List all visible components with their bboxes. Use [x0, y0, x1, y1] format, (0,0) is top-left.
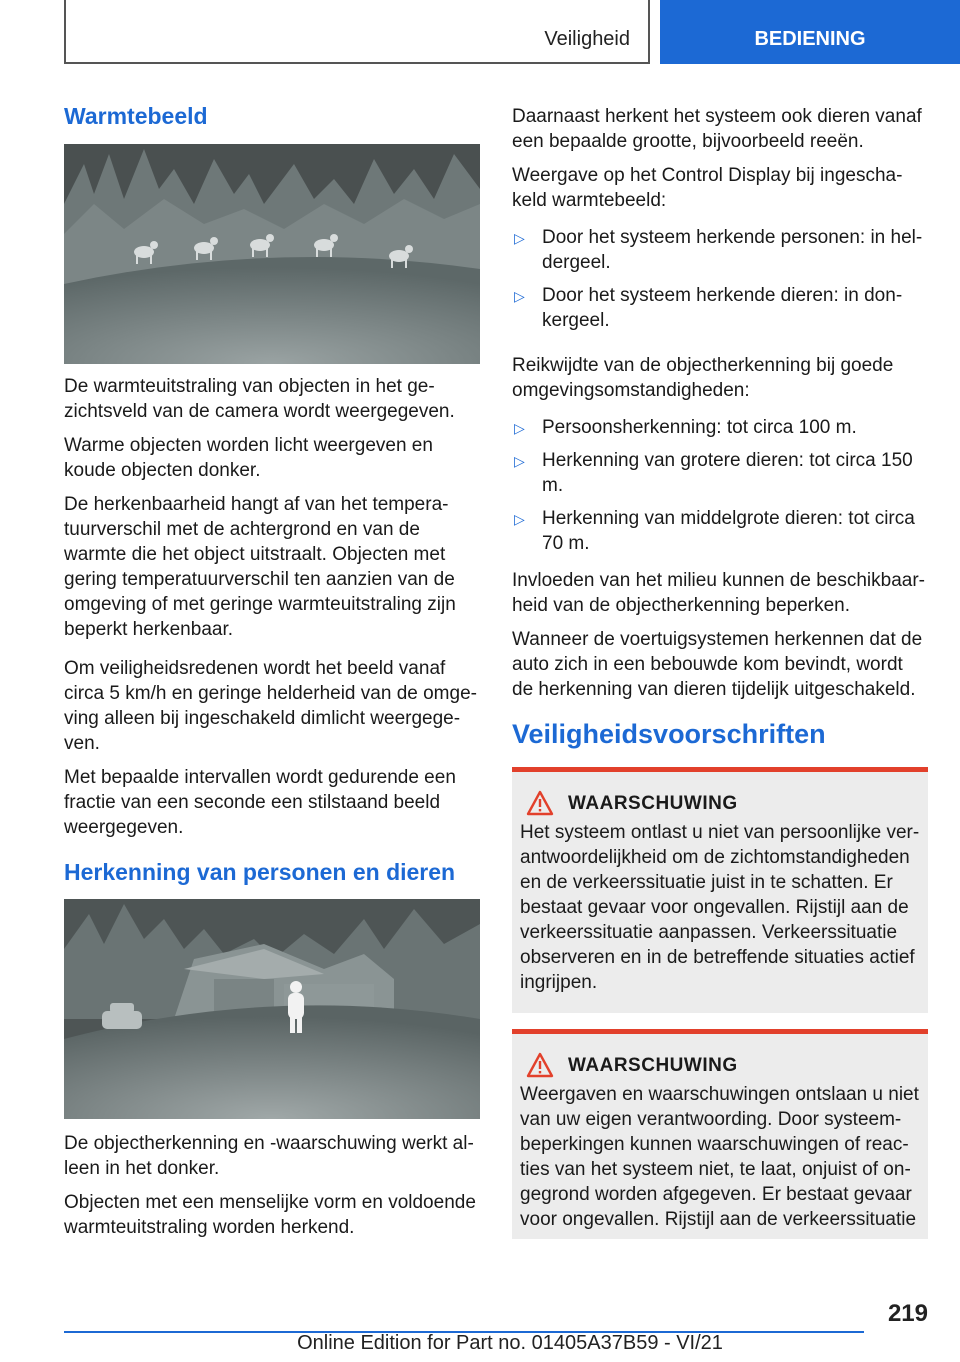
- paragraph: De herkenbaarheid hangt af van het temperatuurverschil met de achtergrond en van de warmte die het object uitstraalt. Objecten met gering temperatuurverschil ten aanzien van de omgeving of met geringe warmteuitstraling zijn beperkt herkenbaar.: [64, 494, 456, 640]
- triangle-bullet-icon: ▷: [514, 453, 525, 469]
- left-column: [64, 104, 480, 1249]
- warning-text: Het systeem ontlast u niet van persoonlijke verantwoordelijkheid om de zichtomstandigheden en de verkeerssituatie juist in te schatten. Er bestaat gevaar voor ongevallen. Rijstijl aan de verkeerssituatie aanpassen. Verkeerssituatie observeren en in de betreffende situaties actief ingrijpen.: [520, 822, 920, 993]
- warning-header: [520, 790, 920, 816]
- paragraph: Met bepaalde intervallen wordt gedurende een fractie van een seconde een stilstaand beeld weergegeven.: [64, 767, 456, 838]
- paragraph: Weergave op het Control Display bij ingeschakeld warmtebeeld:: [512, 165, 903, 211]
- header-section-title: Veiligheid: [544, 28, 630, 50]
- paragraph: Daarnaast herkent het systeem ook dieren vanaf een bepaalde grootte, bijvoorbeeld reeën.: [512, 106, 922, 152]
- header-chapter-tab: BEDIENING: [660, 0, 960, 64]
- page-number: 219: [887, 1300, 928, 1327]
- triangle-bullet-icon: ▷: [514, 288, 525, 304]
- heading-herkenning: Herkenning van personen en dieren: [64, 859, 456, 885]
- warning-triangle-icon: [526, 1052, 554, 1078]
- header-box: [64, 0, 650, 64]
- list-item: ▷ Door het systeem herkende dieren: in donkergeel.: [514, 285, 903, 331]
- paragraph: Om veiligheidsredenen wordt het beeld vanaf circa 5 km/h en geringe helderheid van de omgeving alleen bij ingeschakeld dimlicht weergegeven.: [64, 658, 477, 754]
- list-detection-range: [512, 415, 928, 556]
- warning-header: [520, 1052, 920, 1078]
- paragraph: De warmteuitstraling van objecten in het gezichtsveld van de camera wordt weergegeven.: [64, 376, 455, 422]
- paragraph: Warme objecten worden licht weergeven en koude objecten donker.: [64, 435, 433, 481]
- list-item: ▷ Herkenning van grotere dieren: tot circa 150 m.: [514, 450, 913, 496]
- warning-box-1: [512, 767, 928, 1013]
- thermal-image-animals: [64, 144, 480, 364]
- triangle-bullet-icon: ▷: [514, 511, 525, 527]
- thermal-image-person: [64, 899, 480, 1119]
- heading-veiligheidsvoorschriften: Veiligheidsvoorschriften: [512, 719, 826, 749]
- triangle-bullet-icon: ▷: [514, 230, 525, 246]
- heading-warmtebeeld: Warmtebeeld: [64, 103, 208, 129]
- paragraph: De objectherkenning en -waarschuwing werkt alleen in het donker.: [64, 1133, 474, 1179]
- list-display-colors: [512, 225, 928, 333]
- paragraph: Objecten met een menselijke vorm en voldoende warmteuitstraling worden herkend.: [64, 1192, 476, 1238]
- footer-edition: Online Edition for Part no. 01405A37B59 - VI/21: [297, 1332, 723, 1354]
- paragraph: Reikwijdte van de objectherkenning bij goede omgevingsomstandigheden:: [512, 355, 894, 401]
- warning-text: Weergaven en waarschuwingen ontslaan u niet van uw eigen verantwoording. Door systeembeperkingen kunnen waarschuwingen of reacties van het systeem niet, te laat, onjuist of ongegrond worden afgegeven. Er bestaat gevaar voor ongevallen. Rijstijl aan de verkeerssituatie: [520, 1084, 919, 1230]
- paragraph: Invloeden van het milieu kunnen de beschikbaarheid van de objectherkenning beperken.: [512, 570, 925, 616]
- right-column: [512, 104, 928, 1239]
- warning-title: WAARSCHUWING: [568, 1054, 738, 1076]
- list-item: ▷ Door het systeem herkende personen: in heldergeel.: [514, 227, 923, 273]
- paragraph: Wanneer de voertuigsystemen herkennen dat de auto zich in een bebouwde kom bevindt, wordt de herkenning van dieren tijdelijk uitgeschakeld.: [512, 629, 923, 700]
- warning-box-2: [512, 1029, 928, 1239]
- warning-triangle-icon: [526, 790, 554, 816]
- list-item: ▷ Persoonsherkenning: tot circa 100 m.: [512, 415, 928, 440]
- triangle-bullet-icon: ▷: [514, 420, 525, 436]
- list-item: ▷ Herkenning van middelgrote dieren: tot circa 70 m.: [514, 508, 915, 554]
- warning-title: WAARSCHUWING: [568, 792, 738, 814]
